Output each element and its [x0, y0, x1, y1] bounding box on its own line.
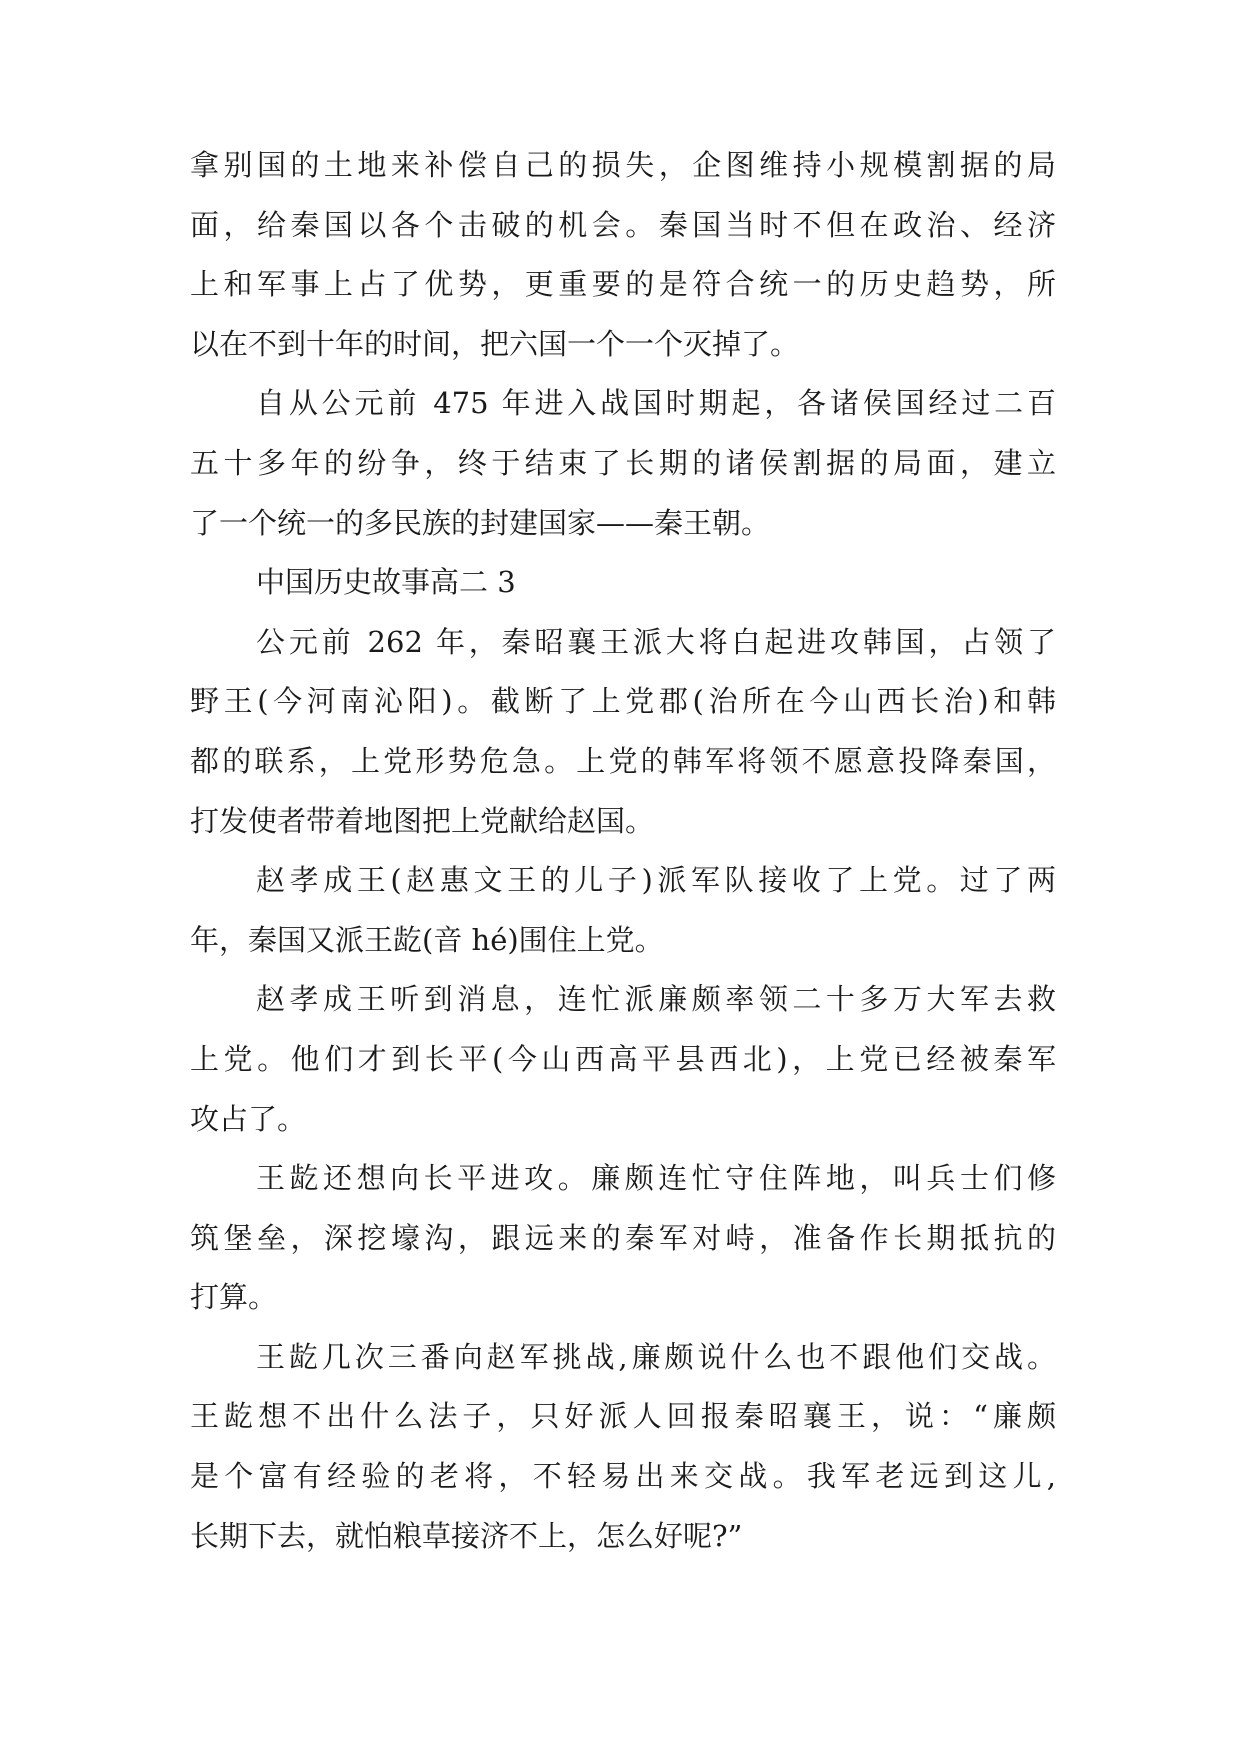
text-line: 筑堡垒，深挖壕沟，跟远来的秦军对峙，准备作长期抵抗的	[190, 1220, 1056, 1255]
text-line: 上和军事上占了优势，更重要的是符合统一的历史趋势，所	[190, 267, 1056, 302]
text-line: 年，秦国又派王龁(音 hé)围住上党。	[190, 922, 664, 957]
text-line: 是个富有经验的老将，不轻易出来交战。我军老远到这儿,	[190, 1459, 1056, 1494]
text-line: 面，给秦国以各个击破的机会。秦国当时不但在政治、经济	[190, 207, 1056, 242]
text-line: 赵孝成王听到消息，连忙派廉颇率领二十多万大军去救	[256, 982, 1056, 1017]
text-line: 长期下去，就怕粮草接济不上，怎么好呢?”	[190, 1518, 743, 1553]
text-line: 五十多年的纷争，终于结束了长期的诸侯割据的局面，建立	[190, 445, 1056, 480]
text-line: 了一个统一的多民族的封建国家——秦王朝。	[190, 505, 771, 540]
text-line: 王龁还想向长平进攻。廉颇连忙守住阵地，叫兵士们修	[256, 1161, 1056, 1196]
text-line: 打算。	[190, 1280, 278, 1315]
text-line: 上党。他们才到长平(今山西高平县西北)，上党已经被秦军	[190, 1041, 1056, 1076]
text-line: 赵孝成王(赵惠文王的儿子)派军队接收了上党。过了两	[256, 863, 1056, 898]
text-line: 以在不到十年的时间，把六国一个一个灭掉了。	[190, 326, 800, 361]
text-line: 打发使者带着地图把上党献给赵国。	[190, 803, 655, 838]
text-line: 公元前 262 年，秦昭襄王派大将白起进攻韩国，占领了	[256, 624, 1056, 659]
body-text	[190, 136, 1056, 1566]
text-line: 野王(今河南沁阳)。截断了上党郡(治所在今山西长治)和韩	[190, 684, 1056, 719]
text-line: 拿别国的土地来补偿自己的损失，企图维持小规模割据的局	[190, 148, 1056, 182]
section-heading: 中国历史故事高二 3	[256, 565, 516, 600]
text-line: 王龁想不出什么法子，只好派人回报秦昭襄王，说：“廉颇	[190, 1399, 1056, 1434]
text-line: 攻占了。	[190, 1101, 307, 1136]
text-line: 自从公元前 475 年进入战国时期起，各诸侯国经过二百	[256, 386, 1056, 421]
text-line: 都的联系，上党形势危急。上党的韩军将领不愿意投降秦国，	[190, 743, 1056, 778]
text-line: 王龁几次三番向赵军挑战,廉颇说什么也不跟他们交战。	[256, 1339, 1056, 1374]
